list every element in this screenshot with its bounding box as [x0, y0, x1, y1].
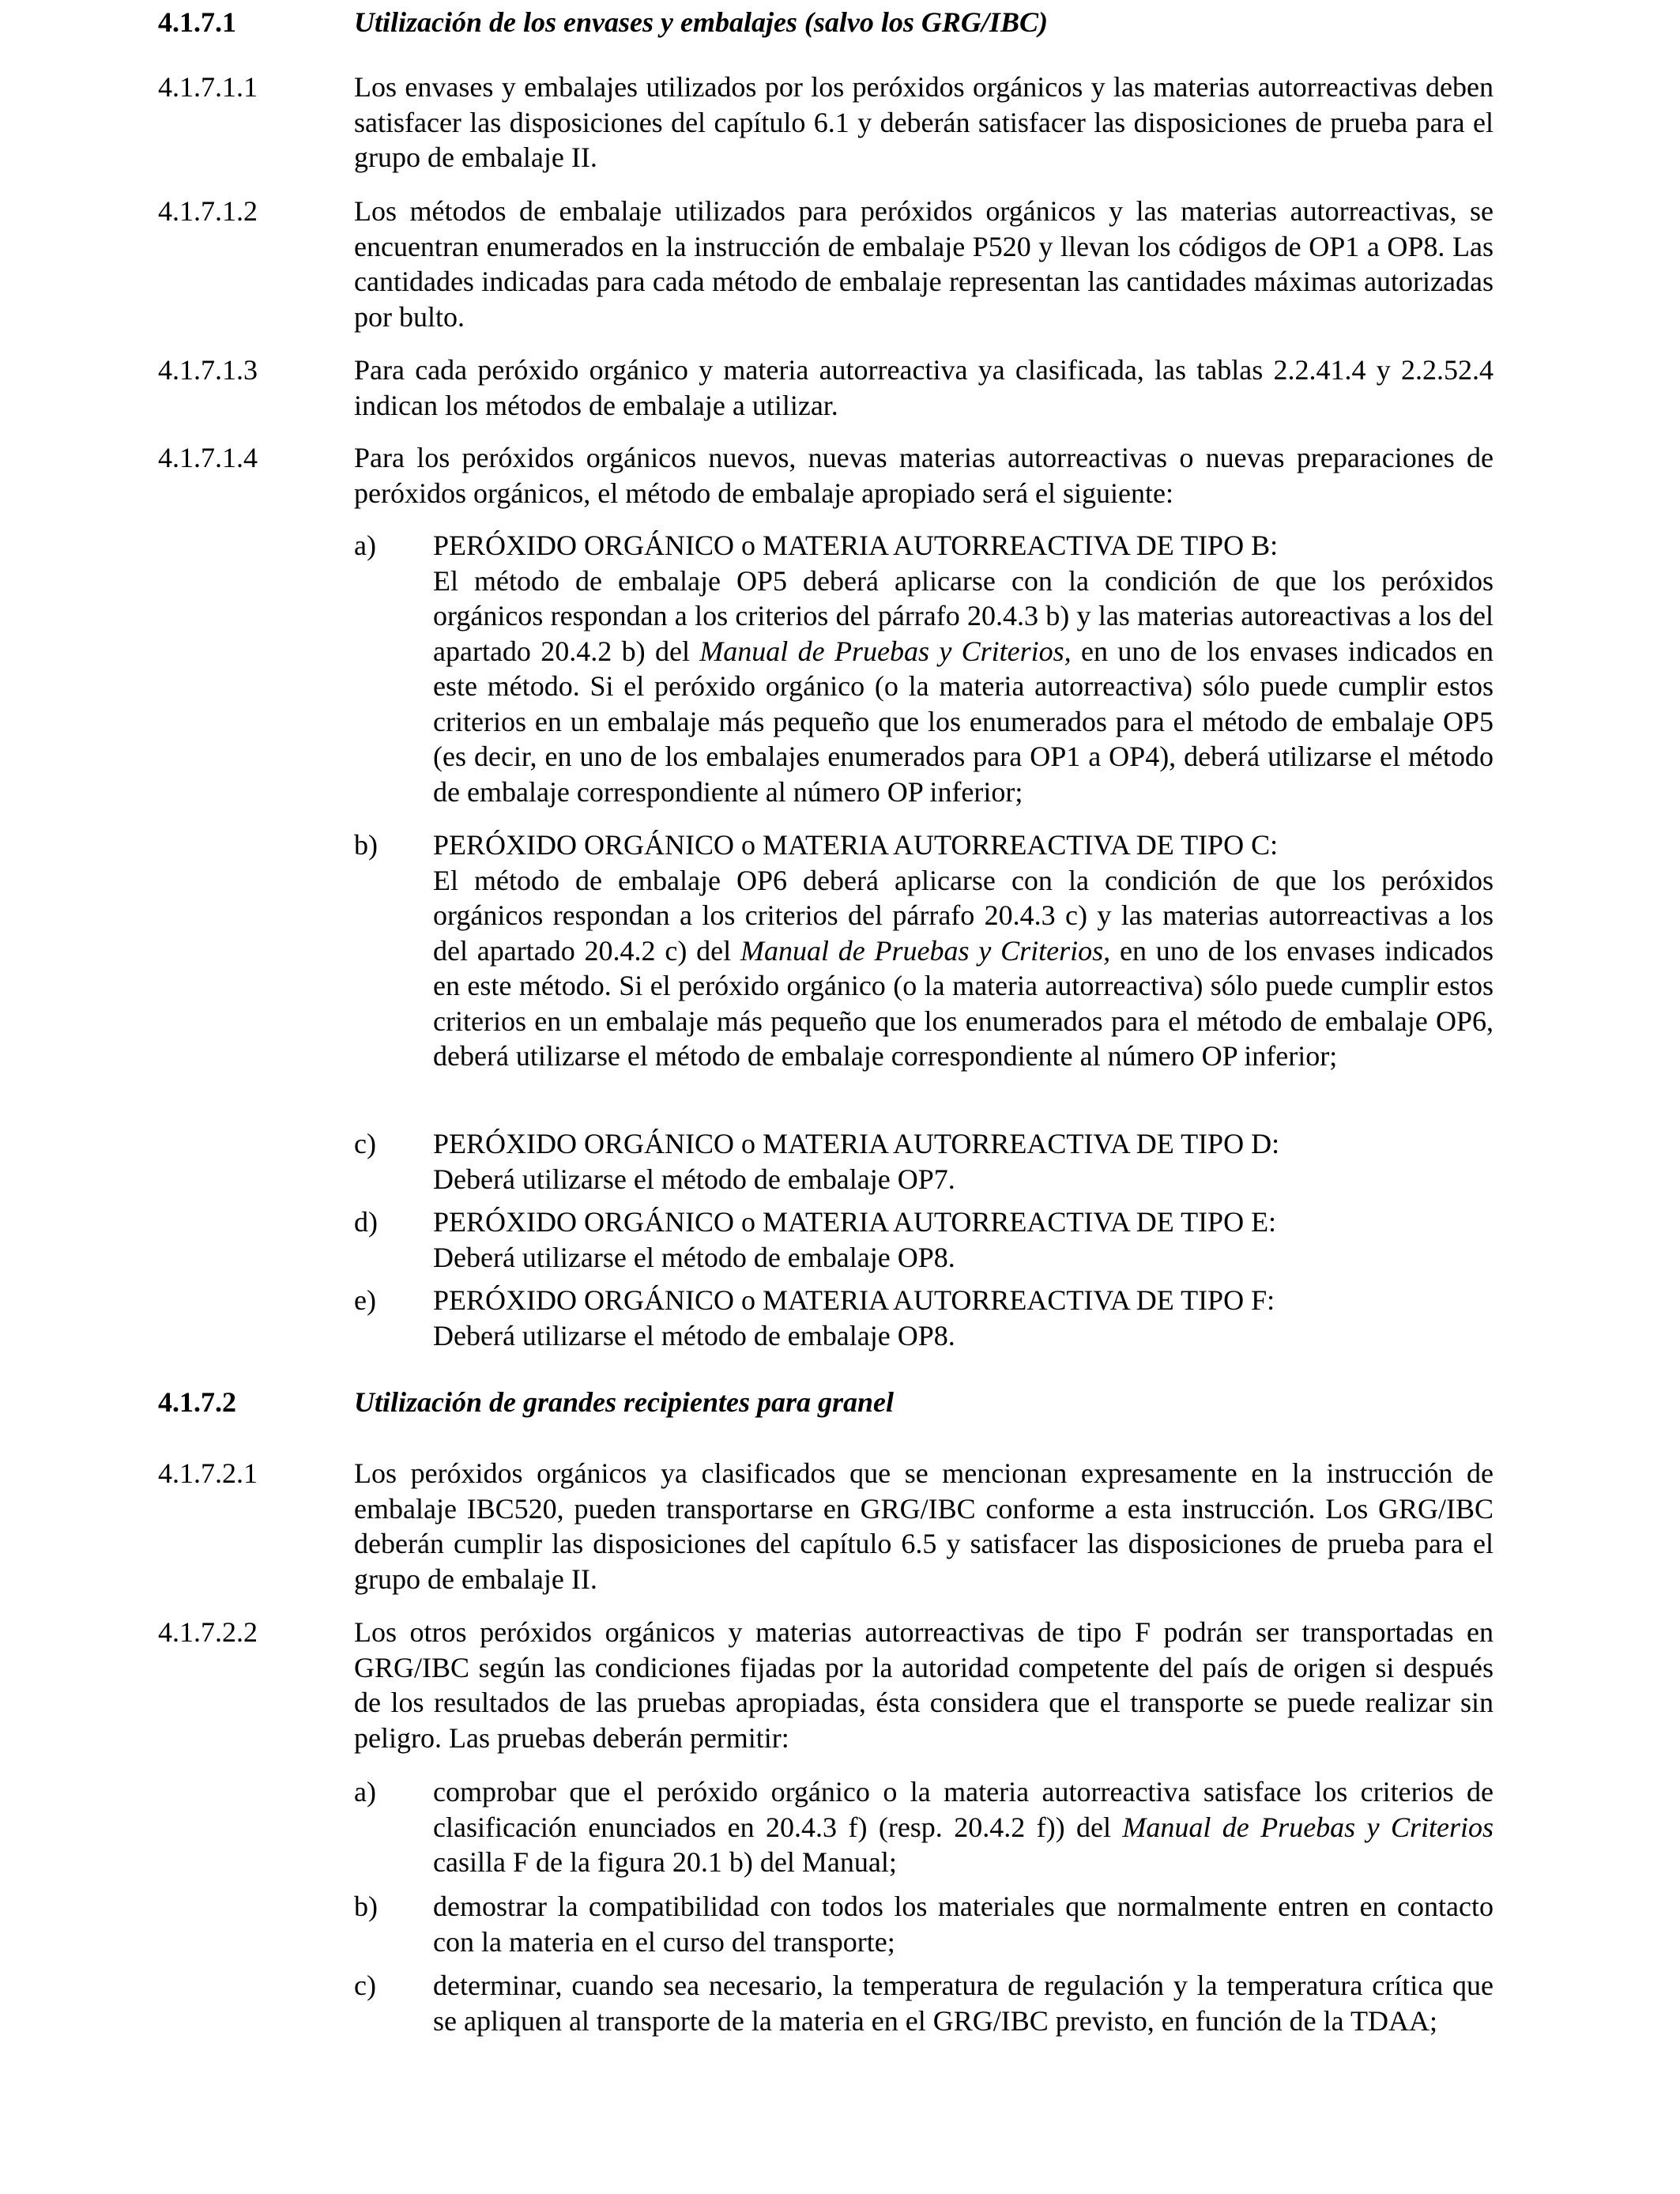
list-letter: b) — [354, 829, 378, 861]
paragraph-number: 4.1.7.1.4 — [158, 442, 258, 473]
list-letter: a) — [354, 530, 376, 561]
paragraph-text: Los otros peróxidos orgánicos y materias autorreactivas de tipo F podrán ser transportadas en GRG/IBC según las condiciones fijadas por la autoridad competente del país de origen si después de los resultados de las pruebas apropiadas, ésta considera que el transporte se puede realizar sin peligro. Las pruebas deberán permitir: — [354, 1616, 1494, 1754]
list-letter: b) — [354, 1891, 378, 1922]
list-item-text: Deberá utilizarse el método de embalaje OP8. — [433, 1319, 955, 1351]
section-title: Utilización de los envases y embalajes (salvo los GRG/IBC) — [354, 6, 1048, 38]
manual-reference: Manual de Pruebas y Criterios, — [740, 934, 1111, 967]
paragraph-number: 4.1.7.1.1 — [158, 71, 258, 103]
list-item-body — [433, 827, 1494, 1074]
list-item-body — [433, 1283, 1494, 1353]
paragraph-4-1-7-1-2 — [158, 194, 1494, 334]
paragraph-text: Para los peróxidos orgánicos nuevos, nuevas materias autorreactivas o nuevas preparaciones de peróxidos orgánicos, el método de embalaje apropiado será el siguiente: — [354, 442, 1494, 509]
list-item-body — [433, 528, 1494, 809]
list-item-text — [433, 1774, 1494, 1880]
section-number: 4.1.7.1 — [158, 6, 236, 38]
paragraph-text: Los envases y embalajes utilizados por los peróxidos orgánicos y las materias autorreactivas deben satisfacer las disposiciones del capítulo 6.1 y deberán satisfacer las disposiciones de prueba para el grupo de embalaje II. — [354, 71, 1494, 173]
list-item-test-temperature — [354, 1968, 1494, 2038]
list-item-heading: PERÓXIDO ORGÁNICO o MATERIA AUTORREACTIVA DE TIPO C: — [433, 829, 1279, 861]
paragraph-number: 4.1.7.2.1 — [158, 1457, 258, 1489]
list-item-type-d — [354, 1126, 1494, 1197]
list-item-body — [433, 1126, 1494, 1197]
paragraph-text: Para cada peróxido orgánico y materia autorreactiva ya clasificada, las tablas 2.2.41.4 y 2.2.52.4 indican los métodos de embalaje a utilizar. — [354, 354, 1494, 421]
paragraph-text: Los métodos de embalaje utilizados para peróxidos orgánicos y las materias autorreactivas, se encuentran enumerados en la instrucción de embalaje P520 y llevan los códigos de OP1 a OP8. Las cantidades indicadas para cada método de embalaje representan las cantidades máximas autorizadas por bulto. — [354, 195, 1494, 333]
list-item-heading: PERÓXIDO ORGÁNICO o MATERIA AUTORREACTIVA DE TIPO B: — [433, 530, 1279, 561]
text-segment: El método de embalaje OP6 deberá aplicarse con la condición de que los peróxidos orgánicos respondan a los criterios del párrafo 20.4.3 c) y las materias autorreactivas a los del apartado 20.4.2 c) del — [433, 864, 1494, 967]
list-item-heading: PERÓXIDO ORGÁNICO o MATERIA AUTORREACTIVA DE TIPO E: — [433, 1206, 1277, 1238]
paragraph-4-1-7-1-1 — [158, 70, 1494, 175]
list-letter: d) — [354, 1206, 378, 1238]
paragraph-4-1-7-1-4 — [158, 440, 1494, 511]
list-item-type-c — [354, 827, 1494, 1074]
paragraph-4-1-7-2-1 — [158, 1456, 1494, 1596]
list-item-text: determinar, cuando sea necesario, la temperatura de regulación y la temperatura crítica que se apliquen al transporte de la materia en el GRG/IBC previsto, en función de la TDAA; — [433, 1970, 1494, 2037]
section-number: 4.1.7.2 — [158, 1386, 236, 1418]
paragraph-text: Los peróxidos orgánicos ya clasificados que se mencionan expresamente en la instrucción de embalaje IBC520, pueden transportarse en GRG/IBC conforme a esta instrucción. Los GRG/IBC deberán cumplir las disposiciones del capítulo 6.5 y satisfacer las disposiciones de prueba para el grupo de embalaje II. — [354, 1457, 1494, 1595]
list-item-type-e — [354, 1204, 1494, 1275]
text-segment: en uno de los envases indicados en este método. Si el peróxido orgánico (o la materia autorreactiva) sólo puede cumplir estos criterios en un embalaje más pequeño que los enumerados para el método de embalaje OP5 (es decir, en uno de los embalajes enumerados para OP1 a OP4), deberá utilizarse el método de embalaje correspondiente al número OP inferior; — [433, 635, 1494, 808]
list-item-heading: PERÓXIDO ORGÁNICO o MATERIA AUTORREACTIVA DE TIPO D: — [433, 1128, 1280, 1159]
list-letter: a) — [354, 1776, 376, 1808]
manual-reference: Manual de Pruebas y Criterios, — [699, 635, 1072, 667]
paragraph-number: 4.1.7.2.2 — [158, 1616, 258, 1648]
text-segment: en uno de los envases indicados en este método. Si el peróxido orgánico (o la materia autorreactiva) sólo puede cumplir estos criterios en un embalaje más pequeño que los enumerados para el método de embalaje OP6, deberá utilizarse el método de embalaje correspondiente al número OP inferior; — [433, 934, 1494, 1072]
paragraph-number: 4.1.7.1.2 — [158, 195, 258, 227]
list-item-text — [433, 564, 1494, 810]
section-title: Utilización de grandes recipientes para granel — [354, 1386, 894, 1418]
text-segment: comprobar que el peróxido orgánico o la materia autorreactiva satisface los criterios de clasificación enunciados en 20.4.3 f) (resp. 20.4.2 f)) del — [433, 1776, 1494, 1843]
list-item-type-b — [354, 528, 1494, 809]
list-item-text: Deberá utilizarse el método de embalaje OP7. — [433, 1163, 955, 1195]
list-item-text: demostrar la compatibilidad con todos los materiales que normalmente entren en contacto con la materia en el curso del transporte; — [433, 1891, 1494, 1958]
list-letter: c) — [354, 1970, 376, 2001]
manual-reference: Manual de Pruebas y Criterios — [1122, 1811, 1494, 1843]
list-item-text: Deberá utilizarse el método de embalaje OP8. — [433, 1241, 955, 1273]
list-item-heading: PERÓXIDO ORGÁNICO o MATERIA AUTORREACTIVA DE TIPO F: — [433, 1284, 1275, 1316]
text-segment: El método de embalaje OP5 deberá aplicarse con la condición de que los peróxidos orgánicos respondan a los criterios del párrafo 20.4.3 b) y las materias autoreactivas a los del apartado 20.4.2 b) del — [433, 564, 1494, 667]
list-item-test-classification — [354, 1774, 1494, 1880]
paragraph-4-1-7-1-3 — [158, 352, 1494, 423]
list-item-type-f — [354, 1283, 1494, 1353]
list-letter: e) — [354, 1284, 376, 1316]
paragraph-4-1-7-2-2 — [158, 1615, 1494, 1755]
list-letter: c) — [354, 1128, 376, 1159]
list-item-body — [433, 1204, 1494, 1275]
list-item-text — [433, 863, 1494, 1074]
text-segment: casilla F de la figura 20.1 b) del Manual; — [433, 1846, 897, 1878]
paragraph-number: 4.1.7.1.3 — [158, 354, 258, 386]
list-item-test-compatibility — [354, 1889, 1494, 1959]
